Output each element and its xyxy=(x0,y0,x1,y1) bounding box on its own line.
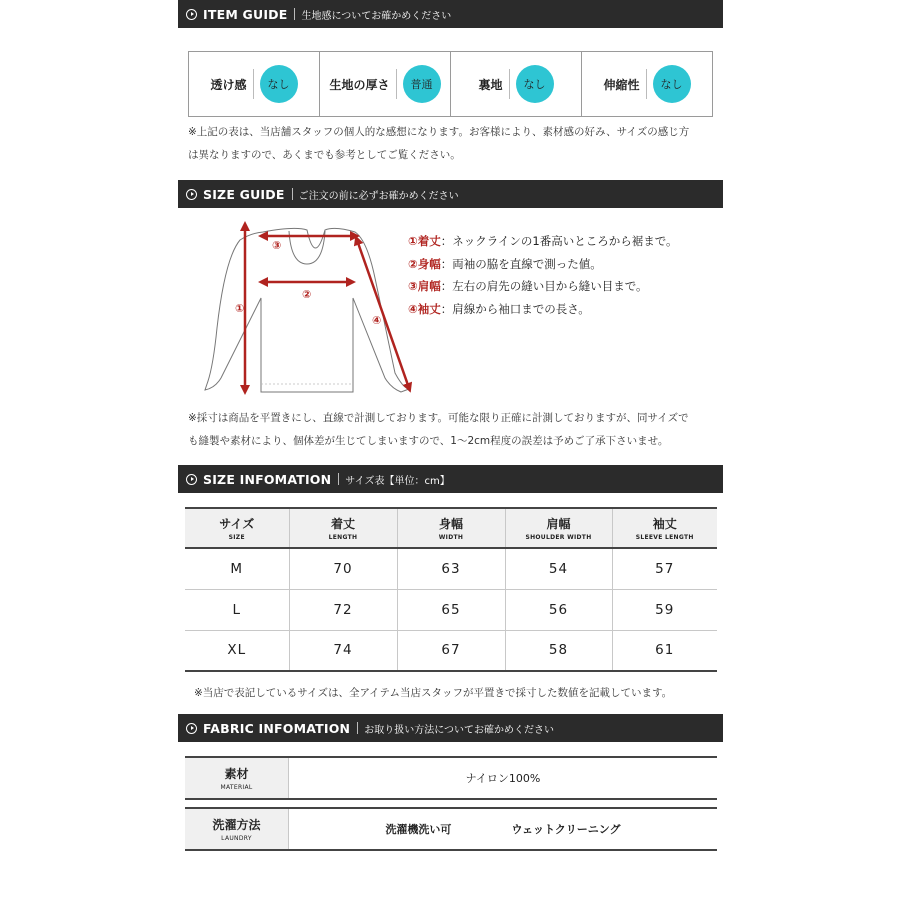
fabric-info-header xyxy=(178,714,723,742)
list-item: ②身幅：両袖の脇を直線で測った値。 xyxy=(408,256,602,271)
item-guide-table xyxy=(188,51,713,117)
guide-value-badge: なし xyxy=(653,65,691,103)
table-row: L 72 65 56 59 xyxy=(185,589,717,630)
material-label: 素材 MATERIAL xyxy=(185,758,289,798)
list-item: ①着丈：ネックラインの1番高いところから裾まで。 xyxy=(408,234,678,248)
table-header-row xyxy=(185,508,717,548)
size-guide-header xyxy=(178,180,723,208)
size-info-subtitle: サイズ表【単位：cm】 xyxy=(345,475,450,487)
chevron-circle-icon xyxy=(186,189,197,200)
mark-length: ① xyxy=(235,302,245,315)
material-row xyxy=(185,756,717,800)
guide-cell-lining xyxy=(450,52,581,116)
divider xyxy=(357,722,358,734)
col-header-shoulder: 肩幅 SHOULDER WIDTH xyxy=(505,508,612,548)
divider xyxy=(338,473,339,485)
item-guide-header xyxy=(178,0,723,28)
chevron-circle-icon xyxy=(186,474,197,485)
list-item: ④袖丈：肩線から袖口までの長さ。 xyxy=(408,301,590,316)
guide-value-badge: なし xyxy=(516,65,554,103)
size-guide-subtitle: ご注文の前に必ずお確かめください xyxy=(298,190,459,202)
chevron-circle-icon xyxy=(186,723,197,734)
guide-cell-transparency xyxy=(189,52,319,116)
mark-sleeve: ④ xyxy=(372,314,382,327)
mark-shoulder: ③ xyxy=(272,239,282,252)
table-row: XL 74 67 58 61 xyxy=(185,630,717,671)
guide-cell-stretch xyxy=(581,52,712,116)
size-guide-note: ※採寸は商品を平置きにし、直線で計測しております。可能な限り正確に計測しておりますが、同サイズで も縫製や素材により、個体差が生じてしまいますので、1〜2cm程度の誤差は予めご了承下さいませ。 xyxy=(188,412,689,447)
material-value: ナイロン100% xyxy=(465,772,541,785)
guide-cell-thickness xyxy=(319,52,450,116)
long-sleeve-shirt-diagram xyxy=(195,218,420,403)
guide-label: 伸縮性 xyxy=(603,77,640,92)
table-row: M 70 63 54 57 xyxy=(185,548,717,589)
divider xyxy=(292,188,293,200)
col-header-width: 身幅 WIDTH xyxy=(397,508,505,548)
guide-value-badge: 普通 xyxy=(403,65,441,103)
laundry-label: 洗濯方法 LAUNDRY xyxy=(185,809,289,849)
size-guide-title: SIZE GUIDE xyxy=(203,186,285,202)
laundry-row xyxy=(185,807,717,851)
guide-label: 生地の厚さ xyxy=(329,77,390,92)
fabric-info-title: FABRIC INFOMATION xyxy=(203,720,351,736)
divider xyxy=(294,8,295,20)
item-guide-subtitle: 生地感についてお確かめください xyxy=(301,10,452,22)
size-info-note: ※当店で表記しているサイズは、全アイテム当店スタッフが平置きで採寸した数値を記載しています。 xyxy=(194,687,673,699)
col-header-length: 着丈 LENGTH xyxy=(289,508,397,548)
col-header-size: サイズ SIZE xyxy=(219,517,255,541)
size-info-header xyxy=(178,465,723,493)
guide-label: 透け感 xyxy=(210,77,247,92)
guide-value-badge: なし xyxy=(260,65,298,103)
item-guide-note: ※上記の表は、当店舗スタッフの個人的な感想になります。お客様により、素材感の好み、サイズの感じ方 は異なりますので、あくまでも参考としてご覧ください。 xyxy=(188,126,690,161)
guide-label: 裏地 xyxy=(478,77,503,92)
chevron-circle-icon xyxy=(186,9,197,20)
size-guide-list xyxy=(408,230,678,320)
laundry-value: 洗濯機洗い可 ウェットクリーニング xyxy=(385,823,621,836)
size-table xyxy=(185,507,717,672)
item-guide-title: ITEM GUIDE xyxy=(203,6,288,22)
col-header-sleeve: 袖丈 SLEEVE LENGTH xyxy=(612,508,717,548)
list-item: ③肩幅：左右の肩先の縫い目から縫い目まで。 xyxy=(408,279,648,293)
mark-width: ② xyxy=(302,288,312,301)
size-info-title: SIZE INFOMATION xyxy=(203,471,332,487)
fabric-info-subtitle: お取り扱い方法についてお確かめください xyxy=(364,724,555,736)
